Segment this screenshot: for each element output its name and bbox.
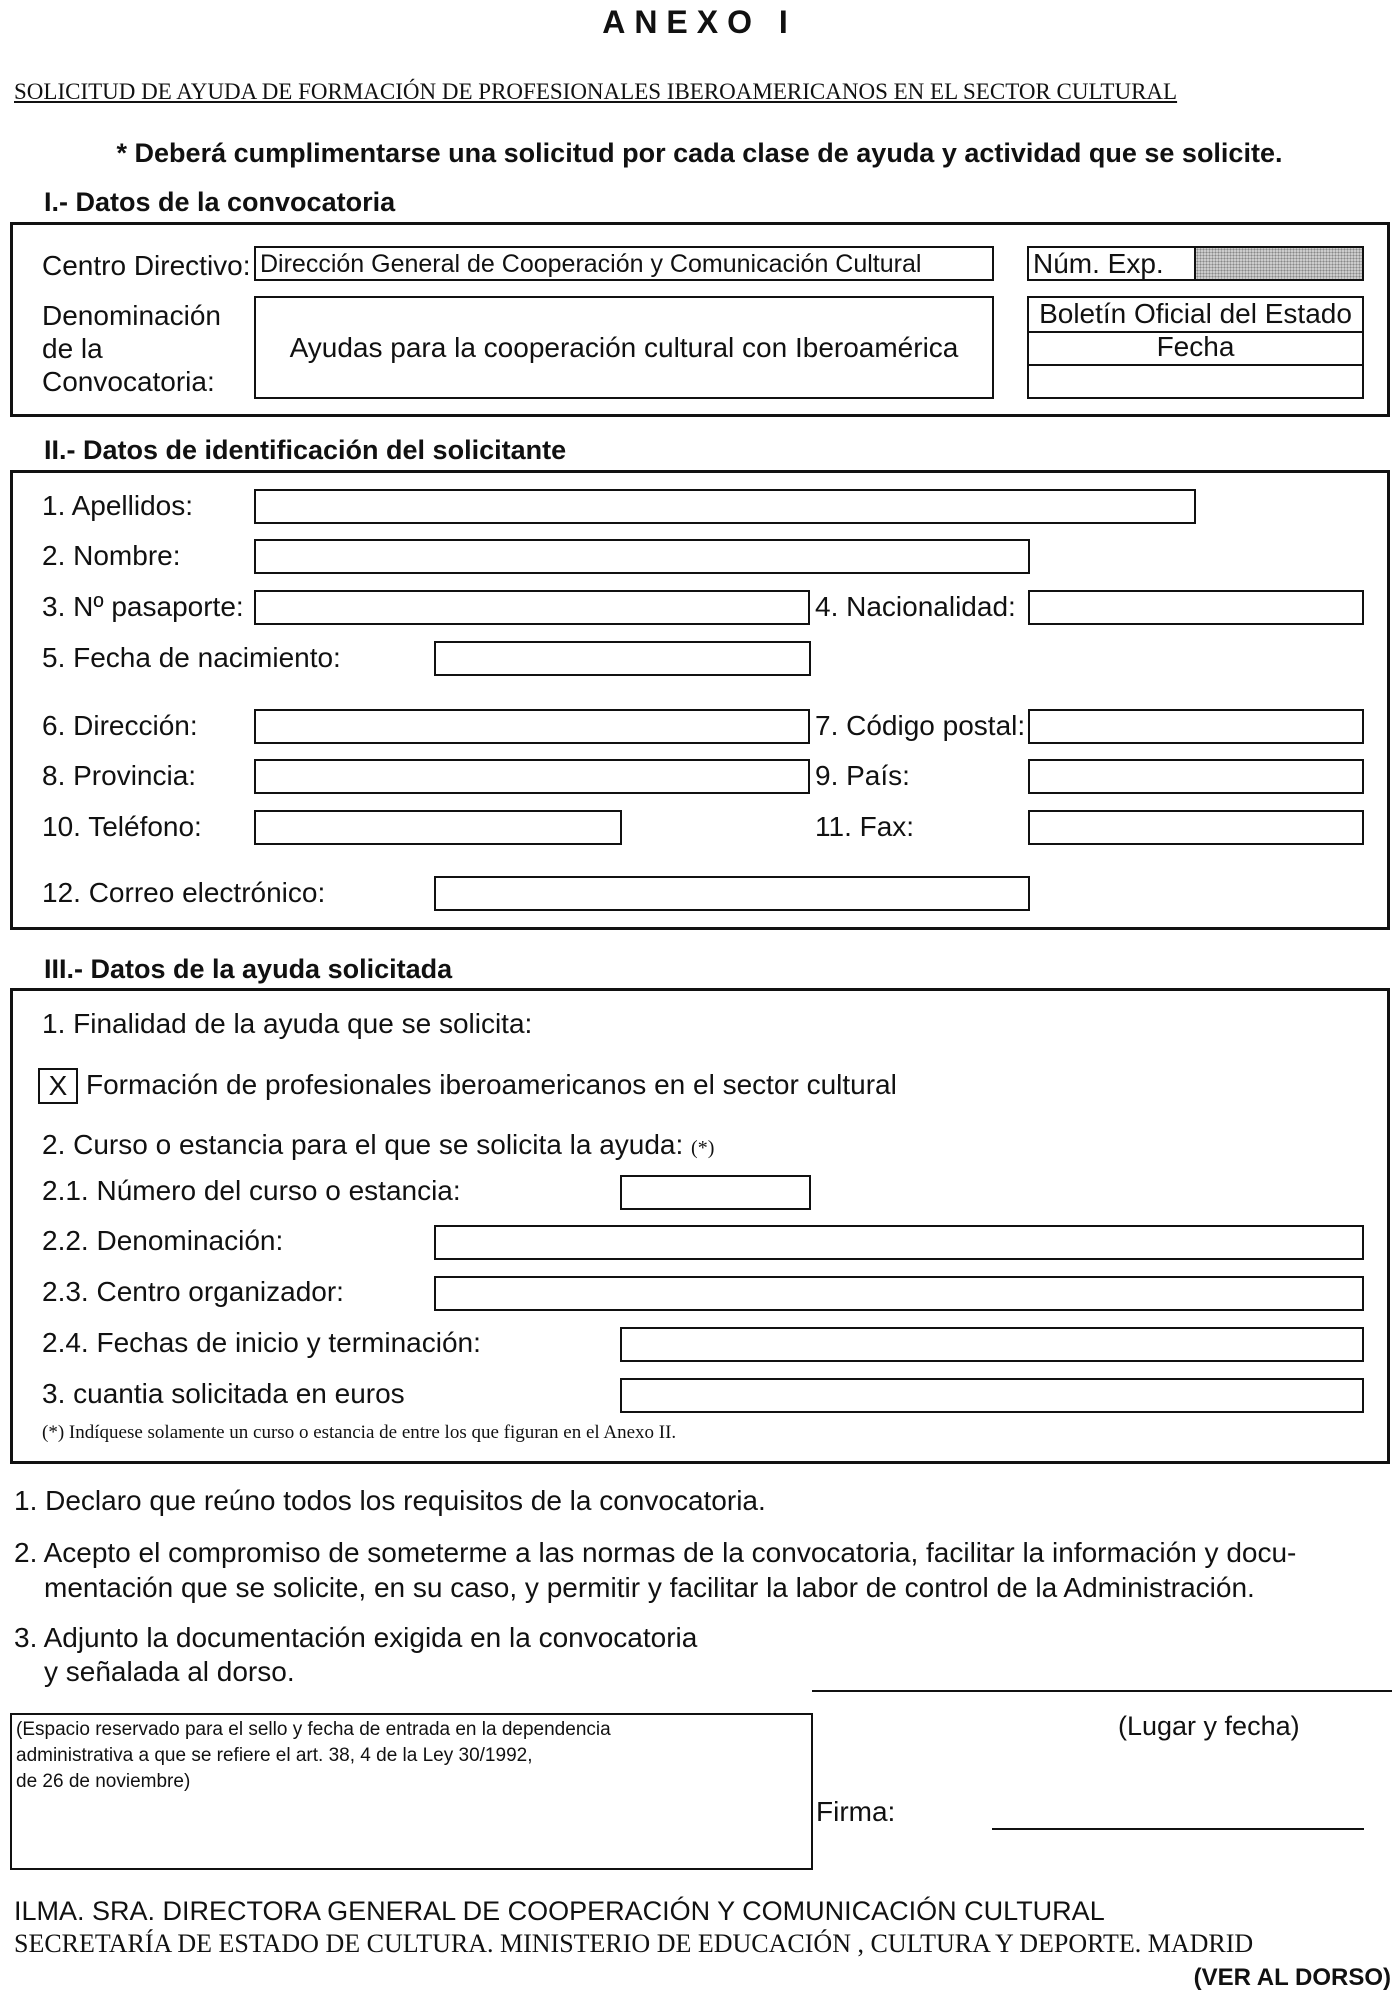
- instruction-text: * Deberá cumplimentarse una solicitud por cada clase de ayuda y actividad que se solicite.: [116, 138, 1283, 168]
- num-exp-field[interactable]: [1194, 248, 1362, 279]
- apellidos-field[interactable]: [254, 489, 1196, 524]
- reserved-stamp-box: [10, 1713, 813, 1870]
- denominacion-label-3: Convocatoria:: [42, 366, 215, 397]
- section3-heading: III.- Datos de la ayuda solicitada: [44, 954, 453, 984]
- curso-label-mark: (*): [691, 1137, 715, 1159]
- section2-heading: II.- Datos de identificación del solicitante: [44, 435, 567, 465]
- correo-field[interactable]: [434, 876, 1030, 911]
- fax-label: 11. Fax:: [815, 811, 915, 842]
- pasaporte-field[interactable]: [254, 590, 810, 625]
- declaration-1: 1. Declaro que reúno todos los requisitos de la convocatoria.: [14, 1485, 766, 1516]
- form-subtitle: SOLICITUD DE AYUDA DE FORMACIÓN DE PROFESIONALES IBEROAMERICANOS EN EL SECTOR CULTURAL: [14, 79, 1178, 104]
- apellidos-label: 1. Apellidos:: [42, 490, 193, 521]
- denominacion-label-1: Denominación: [42, 300, 221, 331]
- numero-curso-field[interactable]: [620, 1175, 811, 1210]
- centro-organizador-label: 2.3. Centro organizador:: [42, 1276, 344, 1307]
- checkbox-mark: X: [48, 1070, 68, 1101]
- section1-heading: I.- Datos de la convocatoria: [44, 187, 396, 217]
- lugar-fecha-line: [812, 1690, 1392, 1692]
- reserved-line-1: (Espacio reservado para el sello y fecha de entrada en la dependencia: [16, 1719, 611, 1740]
- codigo-postal-field[interactable]: [1028, 709, 1364, 744]
- curso-label: [42, 1129, 714, 1164]
- declaration-2-line1: 2. Acepto el compromiso de someterme a las normas de la convocatoria, facilitar la información y docu-: [14, 1537, 1297, 1568]
- direccion-label: 6. Dirección:: [42, 710, 198, 741]
- footer-line-1: ILMA. SRA. DIRECTORA GENERAL DE COOPERACIÓN Y COMUNICACIÓN CULTURAL: [14, 1896, 1105, 1926]
- boletin-box: [1027, 296, 1364, 399]
- nombre-label: 2. Nombre:: [42, 540, 181, 571]
- fecha-nacimiento-field[interactable]: [434, 641, 811, 676]
- provincia-label: 8. Provincia:: [42, 760, 197, 791]
- num-exp-box: [1027, 246, 1364, 281]
- provincia-field[interactable]: [254, 759, 810, 794]
- page-title: ANEXO I: [602, 4, 797, 40]
- fecha-label: Fecha: [1156, 331, 1235, 362]
- boletin-fecha-field[interactable]: [1029, 366, 1362, 397]
- denominacion-field[interactable]: [254, 296, 994, 399]
- ver-al-dorso: (VER AL DORSO): [1193, 1964, 1391, 1991]
- formacion-checkbox-label: Formación de profesionales iberoamericanos en el sector cultural: [86, 1069, 897, 1100]
- fecha-nacimiento-label: 5. Fecha de nacimiento:: [42, 642, 341, 673]
- fechas-label: 2.4. Fechas de inicio y terminación:: [42, 1327, 481, 1358]
- cuantia-label: 3. cuantia solicitada en euros: [42, 1378, 405, 1409]
- denominacion-label-2: de la: [42, 333, 103, 364]
- curso-label-text: 2. Curso o estancia para el que se solicita la ayuda:: [42, 1129, 684, 1160]
- centro-organizador-field[interactable]: [434, 1276, 1364, 1311]
- fechas-field[interactable]: [620, 1327, 1364, 1362]
- centro-directivo-value: Dirección General de Cooperación y Comunicación Cultural: [260, 250, 922, 278]
- numero-curso-label: 2.1. Número del curso o estancia:: [42, 1175, 461, 1206]
- boletin-label: Boletín Oficial del Estado: [1039, 298, 1352, 329]
- nacionalidad-label: 4. Nacionalidad:: [815, 591, 1016, 622]
- footer-line-2: SECRETARÍA DE ESTADO DE CULTURA. MINISTERIO DE EDUCACIÓN , CULTURA Y DEPORTE. MADRID: [14, 1929, 1254, 1958]
- denominacion-curso-field[interactable]: [434, 1225, 1364, 1260]
- telefono-label: 10. Teléfono:: [42, 811, 202, 842]
- telefono-field[interactable]: [254, 810, 622, 845]
- cuantia-field[interactable]: [620, 1378, 1364, 1413]
- pais-label: 9. País:: [815, 760, 910, 791]
- denominacion-value: Ayudas para la cooperación cultural con Iberoamérica: [289, 332, 959, 363]
- nacionalidad-field[interactable]: [1028, 590, 1364, 625]
- declaration-2-line2: mentación que se solicite, en su caso, y permitir y facilitar la labor de control de la Administración.: [44, 1572, 1255, 1603]
- centro-directivo-field[interactable]: [254, 246, 994, 281]
- pais-field[interactable]: [1028, 759, 1364, 794]
- centro-directivo-label: Centro Directivo:: [42, 250, 251, 281]
- formacion-checkbox[interactable]: [38, 1068, 78, 1104]
- finalidad-label: 1. Finalidad de la ayuda que se solicita:: [42, 1008, 533, 1039]
- reserved-line-3: de 26 de noviembre): [16, 1771, 191, 1792]
- declaration-3-line1: 3. Adjunto la documentación exigida en la convocatoria: [14, 1622, 698, 1653]
- firma-line[interactable]: [992, 1828, 1364, 1830]
- lugar-fecha-label: (Lugar y fecha): [1118, 1711, 1300, 1741]
- correo-label: 12. Correo electrónico:: [42, 877, 326, 908]
- num-exp-label: Núm. Exp.: [1033, 248, 1164, 279]
- pasaporte-label: 3. Nº pasaporte:: [42, 591, 244, 622]
- denominacion-curso-label: 2.2. Denominación:: [42, 1225, 284, 1256]
- direccion-field[interactable]: [254, 709, 810, 744]
- firma-label: Firma:: [816, 1796, 896, 1827]
- reserved-line-2: administrativa a que se refiere el art. 38, 4 de la Ley 30/1992,: [16, 1745, 533, 1766]
- nombre-field[interactable]: [254, 539, 1030, 574]
- note-text: (*) Indíquese solamente un curso o estancia de entre los que figuran en el Anexo II.: [42, 1422, 677, 1443]
- declaration-3-line2: y señalada al dorso.: [44, 1656, 295, 1687]
- fax-field[interactable]: [1028, 810, 1364, 845]
- codigo-postal-label: 7. Código postal:: [815, 710, 1026, 741]
